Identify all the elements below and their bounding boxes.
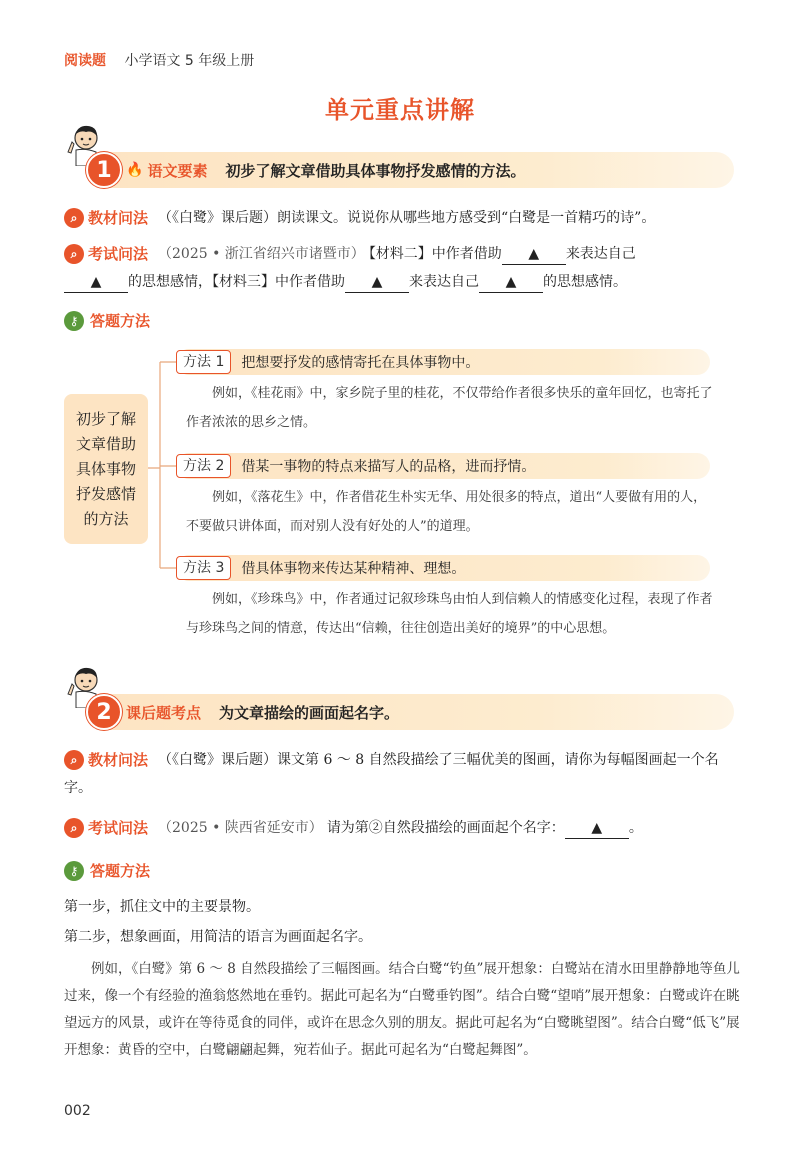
- textbook-text: （《白鹭》课后题）朗读课文。说说你从哪些地方感受到“白鹭是一首精巧的诗”。: [158, 210, 656, 226]
- section-1-bar: [88, 152, 734, 188]
- key-icon: ⚷: [64, 311, 84, 331]
- method-tag: 方法 2: [176, 454, 231, 478]
- exam-label: 考试问法: [88, 245, 149, 263]
- section-1-title: 初步了解文章借助具体事物抒发感情的方法。: [225, 161, 526, 180]
- section-1-answer-heading: [64, 310, 150, 331]
- exam-source: （2025 • 陕西省延安市）: [158, 820, 323, 836]
- exam-part-3: 的思想感情，【材料三】中作者借助: [128, 274, 345, 290]
- key-icon: ⚷: [64, 861, 84, 881]
- method-1-title: [176, 349, 710, 375]
- exam-part-4: 来表达自己: [409, 274, 479, 290]
- search-icon: ⌕: [64, 818, 84, 838]
- textbook-label: 教材问法: [88, 209, 149, 227]
- exam-end: 。: [628, 820, 643, 836]
- method-3-body: 例如，《珍珠鸟》中，作者通过记叙珍珠鸟由怕人到信赖人的情感变化过程，表现了作者与珍珠鸟之间的情意，传达出“信赖，往往创造出美好的境界”的中心思想。: [186, 592, 713, 636]
- exam-part-1: 【材料二】中作者借助: [368, 246, 502, 262]
- example-paragraph: 例如，《白鹭》第 6 ～ 8 自然段描绘了三幅图画。结合白鹭“钓鱼”展开想象：白鹭站在清水田里静静地等鱼儿过来，像一个有经验的渔翁悠然地在垂钓。据此可起名为“白鹭垂钓图”。结合白鹭“望哨”展开想象：白鹭或许在眺望远方的风景，或许在等待觅食的同伴，或许在思念久别的朋友。据此可起名为“白鹭眺望图”。结合白鹭“低飞”展开想象：黄昏的空中，白鹭翩翩起舞，宛若仙子。据此可起名为“白鹭起舞图”。: [64, 961, 740, 1058]
- bracket-lines: [148, 350, 178, 580]
- step-2: 第二步，想象画面，用简洁的语言为画面起名字。: [64, 929, 372, 945]
- summary-line: 文章借助: [75, 434, 136, 453]
- exam-source: （2025 • 浙江省绍兴市诸暨市）: [158, 246, 365, 262]
- section-2-bar: [88, 694, 734, 730]
- section-2-answer-heading: [64, 860, 150, 881]
- section-1-exam-question: [64, 240, 740, 296]
- summary-line: 抒发感情: [75, 484, 136, 503]
- page-number: 002: [64, 1103, 91, 1119]
- section-2-title: 为文章描绘的画面起名字。: [219, 703, 400, 722]
- section-1-number: 1: [86, 152, 122, 188]
- search-icon: ⌕: [64, 208, 84, 228]
- section-2-number: 2: [86, 694, 122, 730]
- answer-label: 答题方法: [90, 862, 151, 880]
- answer-blank: ▲: [502, 244, 566, 265]
- section-2-textbook-question: [64, 746, 740, 802]
- page-header: [64, 50, 254, 70]
- section-1-textbook-question: [64, 204, 740, 232]
- method-title-text: 借某一事物的特点来描写人的品格，进而抒情。: [241, 459, 536, 475]
- answer-blank: ▲: [64, 272, 128, 293]
- textbook-text: （《白鹭》课后题）课文第 6 ～ 8 自然段描绘了三幅优美的图画，请你为每幅图画起一个名字。: [64, 752, 719, 796]
- answer-blank: ▲: [565, 818, 629, 839]
- answer-label: 答题方法: [90, 312, 151, 330]
- method-2-body: 例如，《落花生》中，作者借花生朴实无华、用处很多的特点，道出“人要做有用的人，不要做只讲体面，而对别人没有好处的人”的道理。: [186, 490, 707, 534]
- search-icon: ⌕: [64, 750, 84, 770]
- method-tag: 方法 3: [176, 556, 231, 580]
- method-tag: 方法 1: [176, 350, 231, 374]
- header-book: 小学语文 5 年级上册: [124, 53, 255, 69]
- section-2-label: 课后题考点: [126, 703, 202, 722]
- method-1-body: 例如，《桂花雨》中，家乡院子里的桂花，不仅带给作者很多快乐的童年回忆，也寄托了作者浓浓的思乡之情。: [186, 386, 713, 430]
- answer-blank: ▲: [479, 272, 543, 293]
- step-1: 第一步，抓住文中的主要景物。: [64, 899, 260, 915]
- method-2-title: [176, 453, 710, 479]
- summary-line: 具体事物: [75, 459, 136, 478]
- exam-text: 请为第②自然段描绘的画面起个名字：: [326, 820, 565, 836]
- search-icon: ⌕: [64, 244, 84, 264]
- page-title: 单元重点讲解: [325, 96, 475, 124]
- exam-part-2: 来表达自己: [565, 246, 636, 262]
- method-title-text: 借具体事物来传达某种精神、理想。: [241, 561, 466, 577]
- section-1-label: 语文要素: [147, 161, 208, 180]
- method-3-title: [176, 555, 710, 581]
- method-title-text: 把想要抒发的感情寄托在具体事物中。: [241, 355, 480, 371]
- summary-box: [64, 394, 148, 544]
- summary-line: 的方法: [83, 509, 129, 528]
- fire-icon: 🔥: [126, 162, 144, 178]
- section-2-exam-question: [64, 814, 740, 842]
- summary-line: 初步了解: [75, 409, 136, 428]
- exam-label: 考试问法: [88, 819, 149, 837]
- textbook-label: 教材问法: [88, 751, 149, 769]
- header-tag: 阅读题: [64, 53, 106, 69]
- answer-blank: ▲: [345, 272, 409, 293]
- exam-part-5: 的思想感情。: [543, 274, 627, 290]
